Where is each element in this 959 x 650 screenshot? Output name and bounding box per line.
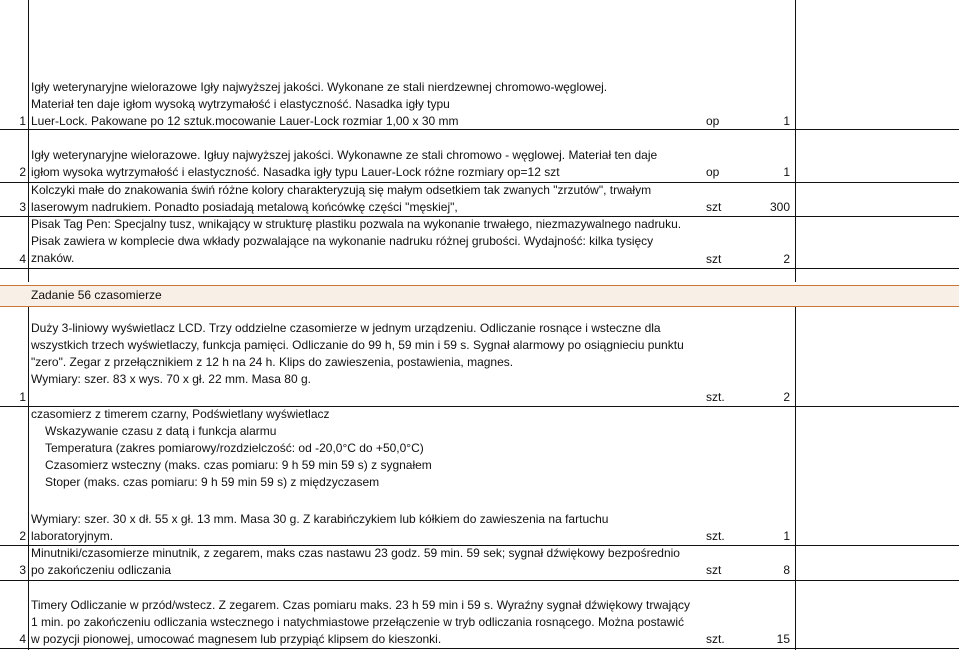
row-description [31, 406, 432, 491]
grid-line [0, 580, 959, 581]
row-unit: szt [706, 252, 722, 266]
row-quantity: 15 [776, 632, 790, 646]
description-line: Timery Odliczanie w przód/wstecz. Z zegarem. Czas pomiaru maks. 23 h 59 min i 59 s. Wyraźny sygnał dźwiękowy trwający [31, 598, 690, 612]
row-number: 4 [19, 252, 26, 266]
section-header [0, 285, 959, 307]
row-number: 1 [19, 114, 26, 128]
grid-line [0, 648, 959, 649]
row-number: 1 [19, 390, 26, 404]
description-line: Duży 3-liniowy wyświetlacz LCD. Trzy oddzielne czasomierze w jednym urządzeniu. Odliczanie rosnące i wsteczne dla [31, 321, 661, 335]
row-description [31, 216, 681, 267]
description-line: laboratoryjnym. [31, 529, 114, 543]
row-quantity: 1 [783, 114, 790, 128]
description-line: czasomierz z timerem czarny, Podświetlany wyświetlacz [31, 407, 330, 421]
description-line: wszystkich trzech wyświetlaczy, funkcja pamięci. Odliczanie do 99 h, 59 min i 59 s. Sygnał alarmowy po osiągnieciu punktu [31, 338, 684, 352]
row-unit: szt. [706, 632, 725, 646]
description-line: Stoper (maks. czas pomiaru: 9 h 59 min 59 s) z międzyczasem [45, 475, 380, 489]
row-quantity: 2 [783, 390, 790, 404]
description-line: Minutniki/czasomierze minutnik, z zegarem, maks czas nastawu 23 godz. 59 min. 59 sek; sygnał dźwiękowy bezpośrednio [31, 546, 680, 560]
row-description [31, 545, 680, 579]
description-line: znaków. [31, 251, 75, 265]
grid-line [795, 305, 796, 650]
grid-line [28, 0, 29, 282]
description-line: Wymiary: szer. 30 x dł. 55 x gł. 13 mm. Masa 30 g. Z karabińczykiem lub kółkiem do zawieszenia na fartuchu [31, 512, 609, 526]
description-line: "zero". Zegar z przełącznikiem z 12 h na 24 h. Klips do zawieszenia, postawienia, magnes. [31, 355, 514, 369]
row-number: 3 [19, 200, 26, 214]
description-line: po zakończeniu odliczania [31, 563, 172, 577]
row-unit: szt [706, 563, 722, 577]
row-quantity: 2 [783, 252, 790, 266]
row-number: 2 [19, 165, 26, 179]
row-unit: op [706, 165, 720, 179]
section-title: Zadanie 56 czasomierze [31, 288, 162, 302]
row-quantity: 1 [783, 165, 790, 179]
description-line: w pozycji pionowej, umocować magnesem lub przypiąć klipsem do kieszonki. [31, 632, 442, 646]
row-quantity: 1 [783, 529, 790, 543]
description-line: Wymiary: szer. 83 x wys. 70 x gł. 22 mm. Masa 80 g. [31, 372, 311, 386]
description-line: Czasomierz wsteczny (maks. czas pomiaru: 9 h 59 min 59 s) z sygnałem [45, 458, 432, 472]
grid-line [28, 305, 29, 650]
row-unit: op [706, 114, 720, 128]
description-line: Kolczyki małe do znakowania świń różne kolory charakteryzują się małym odsetkiem tak zwanych "zrzutów", trwałym [31, 183, 652, 197]
description-line: Temperatura (zakres pomiarowy/rozdzielczość: od -20,0°C do +50,0°C) [45, 441, 424, 455]
row-number: 2 [19, 529, 26, 543]
description-line: Luer-Lock. Pakowane po 12 sztuk.mocowanie Lauer-Lock rozmiar 1,00 x 30 mm [31, 114, 459, 128]
description-line: Pisak zawiera w komplecie dwa wkłady pozwalające na wykonanie nadruku różnej grubości. Wydajność: kilka tysięcy [31, 234, 654, 248]
row-unit: szt [706, 200, 722, 214]
description-line: Materiał ten daje igłom wysoką wytrzymałość i elastyczność. Nasadka igły typu [31, 97, 450, 111]
description-line: Igły weterynaryjne wielorazowe Igły najwyższej jakości. Wykonane ze stali nierdzewnej chromowo-węglowej. [31, 80, 608, 94]
row-description [31, 597, 690, 648]
row-description-tail [31, 511, 608, 545]
description-line: laserowym nadrukiem. Ponadto posiadają metalową końcówkę części "męskiej", [31, 200, 458, 214]
row-description [31, 147, 657, 181]
row-number: 4 [19, 632, 26, 646]
row-description [31, 320, 684, 388]
description-line: Wskazywanie czasu z datą i funkcja alarmu [45, 424, 277, 438]
description-line: 1 min. po zakończeniu odliczania wstecznego i natychmiastowe przełączenie w tryb odliczania rosnącego. Można postawić [31, 615, 685, 629]
description-line: Pisak Tag Pen: Specjalny tusz, wnikający w strukturę plastiku pozwala na wykonanie trwałego, niezmazywalnego nadruku. [31, 217, 682, 231]
grid-line [795, 0, 796, 282]
row-description [31, 182, 651, 216]
description-line: Igły weterynaryjne wielorazowe. Igłuy najwyższej jakości. Wykonawne ze stali chromowo - węglowej. Materiał ten daje [31, 148, 658, 162]
description-line: igłom wysoka wytrzymałość i elastyczność. Nasadka igły typu Lauer-Lock różne rozmiary op=12 szt [31, 165, 560, 179]
row-unit: szt. [706, 390, 725, 404]
row-quantity: 300 [769, 200, 790, 214]
row-description [31, 79, 607, 130]
grid-line [0, 268, 959, 269]
row-number: 3 [19, 563, 26, 577]
row-quantity: 8 [783, 563, 790, 577]
row-unit: szt. [706, 529, 725, 543]
